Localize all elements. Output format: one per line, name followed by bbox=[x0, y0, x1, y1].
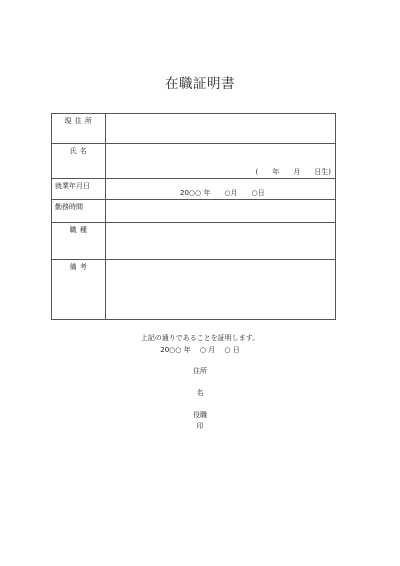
document-title: 在職証明書 bbox=[165, 76, 235, 92]
employment-date-field[interactable] bbox=[106, 179, 336, 200]
name-field[interactable] bbox=[106, 144, 336, 179]
row-address bbox=[52, 114, 336, 144]
job-type-field[interactable] bbox=[106, 223, 336, 260]
label-job-type: 職 種 bbox=[69, 226, 88, 234]
label-working-hours: 勤務時間 bbox=[55, 203, 83, 211]
label-employment-date-cell bbox=[52, 179, 106, 200]
row-job-type bbox=[52, 223, 336, 260]
label-address-cell bbox=[52, 114, 106, 144]
row-working-hours bbox=[52, 200, 336, 223]
label-address: 現 住 所 bbox=[64, 117, 93, 125]
certification-statement: 上記の通りであることを証明します。 bbox=[140, 334, 260, 342]
birth-date-line: ( 年 月 日生) bbox=[255, 168, 331, 176]
label-name-cell bbox=[52, 144, 106, 179]
working-hours-field[interactable] bbox=[106, 200, 336, 223]
employment-date-value: 20○○ 年 ○月 ○日 bbox=[180, 189, 265, 197]
row-remarks bbox=[52, 260, 336, 320]
issuer-name-label: 名 bbox=[196, 389, 204, 397]
label-remarks-cell bbox=[52, 260, 106, 320]
row-employment-date bbox=[52, 179, 336, 200]
seal-mark: 印 bbox=[196, 422, 204, 430]
label-name: 氏 名 bbox=[69, 147, 88, 155]
label-employment-date: 就業年月日 bbox=[55, 182, 90, 190]
row-name bbox=[52, 144, 336, 179]
label-remarks: 備 考 bbox=[69, 263, 88, 271]
remarks-field[interactable] bbox=[106, 260, 336, 320]
issuer-address-label: 住所 bbox=[193, 367, 207, 375]
address-field[interactable] bbox=[106, 114, 336, 144]
label-working-hours-cell bbox=[52, 200, 106, 223]
issuer-position-label: 役職 bbox=[193, 411, 207, 419]
label-job-type-cell bbox=[52, 223, 106, 260]
issue-date: 20○○ 年 ○ 月 ○ 日 bbox=[160, 346, 240, 354]
employment-form-table bbox=[51, 113, 336, 320]
